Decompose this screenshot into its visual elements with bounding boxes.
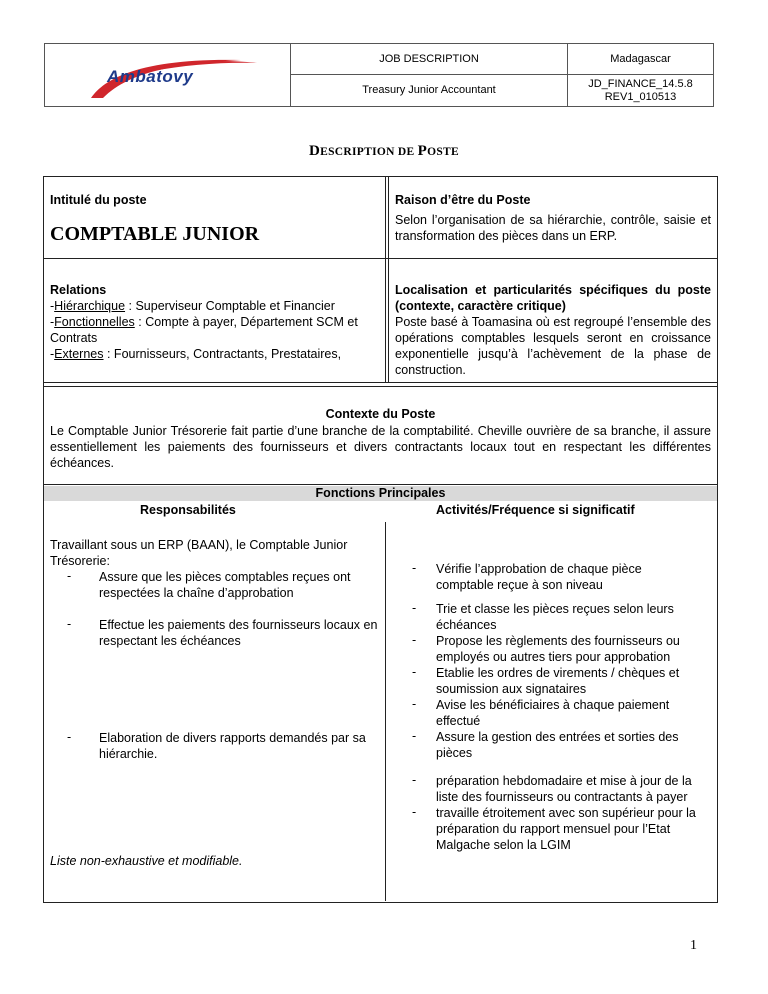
meta-cell: [568, 44, 713, 106]
raison-text: Selon l’organisation de sa hiérarchie, contrôle, saisie et transformation des pièces dans un ERP.: [395, 213, 711, 243]
logo-text: Ambatovy: [107, 67, 194, 86]
title-cell: [291, 44, 568, 106]
doc-code-line1: JD_FINANCE_14.5.8: [588, 77, 693, 90]
relations-externes: -Externes : Fournisseurs, Contractants, Prestataires,: [50, 347, 342, 361]
contexte-label: Contexte du Poste: [325, 407, 436, 421]
responsabilites-intro: Travaillant sous un ERP (BAAN), le Comptable Junior Trésorerie:: [50, 538, 348, 568]
activites-header: Activités/Fréquence si significatif: [436, 503, 635, 517]
relations-fonctionnelles: -Fonctionnelles : Compte à payer, Département SCM et: [50, 315, 358, 329]
responsabilite-item: Elaboration de divers rapports demandés par sa hiérarchie.: [99, 731, 366, 761]
relations-label: Relations: [50, 283, 107, 297]
relations-block: [50, 282, 380, 362]
localisation-block: [395, 282, 711, 378]
ambatovy-logo: [45, 44, 290, 106]
job-description-label: JOB DESCRIPTION: [291, 44, 567, 75]
localisation-label: Localisation et particularités spécifiques du poste (contexte, caractère critique): [395, 283, 711, 313]
activite-item: Propose les règlements des fournisseurs ou employés ou autres tiers pour approbation: [436, 634, 680, 664]
doc-code-line2: REV1_010513: [604, 90, 677, 103]
activite-item: Avise les bénéficiaires à chaque paiement effectué: [436, 698, 670, 728]
document-header: [44, 43, 714, 107]
activite-item: Trie et classe les pièces reçues selon leurs échéances: [436, 602, 674, 632]
contexte-text: Le Comptable Junior Trésorerie fait partie d’une branche de la comptabilité. Cheville ouvrière de sa branche, il assure essentiellement les paiements des fournisseurs et divers contractants locaux tout en respectant les différentes échéances.: [50, 424, 711, 470]
responsabilites-header: Responsabilités: [140, 503, 236, 517]
page-number: 1: [690, 938, 697, 953]
responsabilite-item: Effectue les paiements des fournisseurs locaux en respectant les échéances: [99, 618, 378, 648]
job-title: COMPTABLE JUNIOR: [50, 223, 260, 245]
activite-item: Assure la gestion des entrées et sorties des pièces: [436, 730, 679, 760]
localisation-text: Poste basé à Toamasina où est regroupé l’ensemble des opérations comptables lesquels seront en croissance exponentielle jusqu’à l’achèvement de la phase de construction.: [395, 315, 711, 377]
logo-cell: [45, 44, 291, 106]
responsabilite-item: Assure que les pièces comptables reçues ont respectées la chaîne d’approbation: [99, 570, 351, 600]
relations-hierarchique: -Hiérarchique : Superviseur Comptable et Financier: [50, 299, 335, 313]
relations-fonctionnelles-2: Contrats: [50, 331, 98, 345]
job-title-en: Treasury Junior Accountant: [362, 84, 496, 96]
page-title: DESCRIPTION DE POSTE: [309, 143, 459, 159]
activite-item: préparation hebdomadaire et mise à jour de la liste des fournisseurs ou contractants à payer: [436, 774, 692, 804]
raison-label: Raison d’être du Poste: [395, 193, 531, 207]
intitule-label: Intitulé du poste: [50, 193, 147, 207]
activite-item: travaille étroitement avec son supérieur pour la préparation du rapport mensuel pour l’Etat Malgache selon la LGIM: [436, 806, 696, 852]
activite-item: Vérifie l’approbation de chaque pièce comptable reçue à son niveau: [436, 562, 642, 592]
fonctions-label: Fonctions Principales: [315, 486, 446, 500]
liste-note: Liste non-exhaustive et modifiable.: [50, 854, 243, 868]
activite-item: Etablie les ordres de virements / chèques et soumission aux signataires: [436, 666, 680, 696]
doc-code: [568, 75, 713, 106]
location: Madagascar: [568, 44, 713, 75]
